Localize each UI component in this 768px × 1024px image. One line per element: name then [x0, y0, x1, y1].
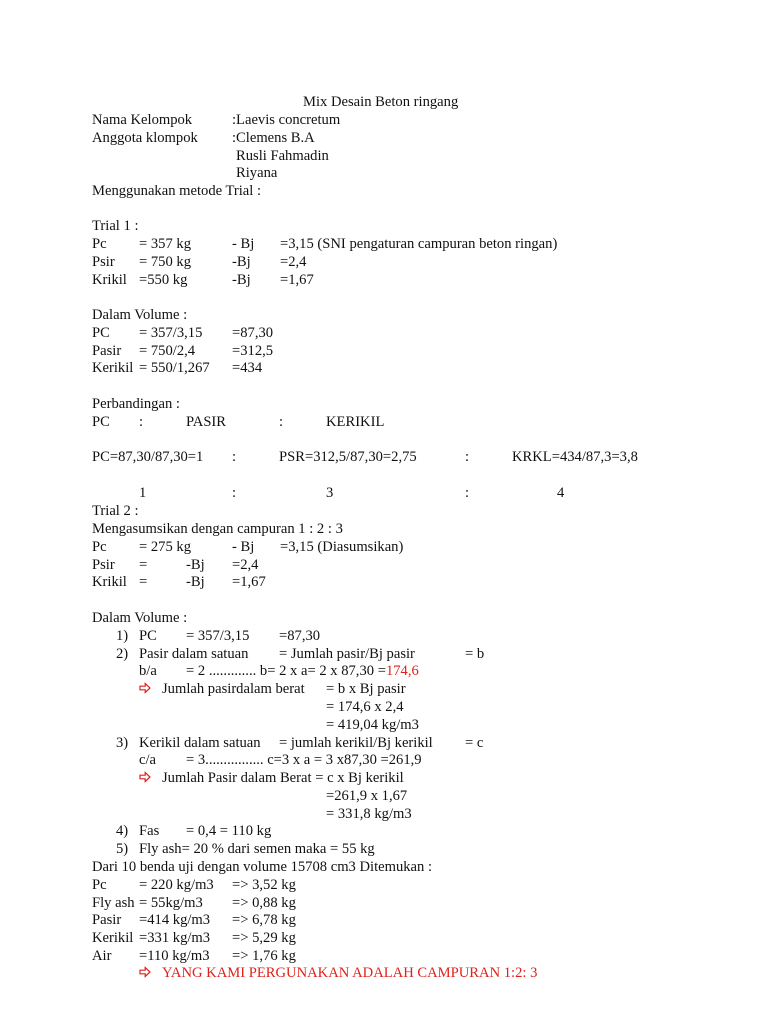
trial2-assume: Mengasumsikan dengan campuran 1 : 2 : 3 [92, 521, 343, 537]
volume-name: Pasir [92, 343, 122, 359]
result-name: Pasir [92, 912, 122, 928]
trial1-heading-line [0, 217, 768, 235]
material-name: Krikil [92, 272, 127, 288]
result-per-m3: =110 kg/m3 [139, 948, 210, 964]
step-label: Pasir dalam satuan [139, 646, 249, 662]
weight-label: Jumlah pasirdalam berat [162, 681, 305, 697]
perbandingan-heading-line [0, 395, 768, 413]
result-kg: => 6,78 kg [232, 912, 296, 928]
step-2-ratio [0, 662, 768, 680]
anggota-member: Rusli Fahmadin [236, 148, 329, 164]
ratio-label: b/a [139, 663, 157, 679]
result-name: Kerikil [92, 930, 134, 946]
weight-line: = 331,8 kg/m3 [326, 806, 412, 822]
found-line [0, 858, 768, 876]
material-bj: -Bj [186, 557, 205, 573]
weight-line: = 419,04 kg/m3 [326, 717, 419, 733]
ratio-separator: : [139, 414, 144, 430]
volume-expr: = 750/2,4 [139, 343, 196, 359]
step-label: Fas [139, 823, 160, 839]
arrow-right-icon [139, 682, 151, 694]
ratio-separator: : [465, 485, 470, 501]
result-kg: => 5,29 kg [232, 930, 296, 946]
step-text: = 0,4 = 110 kg [186, 823, 272, 839]
step-number: 2) [116, 646, 129, 662]
arrow-right-icon [139, 771, 151, 783]
metode-line [0, 182, 768, 200]
material-name: Pc [92, 236, 107, 252]
conclusion-line [0, 964, 768, 982]
material-bj: -Bj [232, 254, 251, 270]
perbandingan-calc-row [0, 448, 768, 466]
material-bj: -Bj [186, 574, 205, 590]
material-bj-value: =1,67 [280, 272, 314, 288]
material-bj-value: =1,67 [232, 574, 266, 590]
trial2-assume-line [0, 520, 768, 538]
material-qty: =550 kg [139, 272, 188, 288]
found-text: Dari 10 benda uji dengan volume 15708 cm3 Ditemukan : [92, 859, 433, 875]
result-kg: => 0,88 kg [232, 895, 296, 911]
trial1-heading: Trial 1 : [92, 218, 139, 234]
step-2-weight-cont [0, 716, 768, 734]
step-number: 4) [116, 823, 129, 839]
step-3-ratio [0, 751, 768, 769]
step-variable: = c [465, 735, 484, 751]
weight-line: =261,9 x 1,67 [326, 788, 408, 804]
material-qty: = 275 kg [139, 539, 192, 555]
material-bj-value: =2,4 [232, 557, 259, 573]
ratio-header-kerikil: KERIKIL [326, 414, 385, 430]
step-3-weight-cont [0, 787, 768, 805]
trial1-row [0, 253, 768, 271]
material-bj-value: =3,15 (SNI pengaturan campuran beton ringan) [280, 236, 558, 252]
perbandingan-ratio-row [0, 484, 768, 502]
material-bj: - Bj [232, 539, 255, 555]
trial1-row [0, 271, 768, 289]
result-name: Air [92, 948, 112, 964]
step-variable: = b [465, 646, 485, 662]
volume-row [0, 324, 768, 342]
result-row [0, 911, 768, 929]
kelompok-value: :Laevis concretum [232, 112, 341, 128]
material-name: Krikil [92, 574, 127, 590]
ratio-expression: = 3................ c=3 x a = 3 x87,30 =261,9 [186, 752, 422, 768]
ratio-separator: : [465, 449, 470, 465]
step-text: Fly ash= 20 % dari semen maka = 55 kg [139, 841, 375, 857]
ratio-text [186, 662, 419, 680]
step-number: 1) [116, 628, 129, 644]
material-name: Pc [92, 539, 107, 555]
ratio-expression: = 2 ............. b= 2 x a= 2 x 87,30 = [186, 663, 386, 679]
ratio-separator: : [279, 414, 284, 430]
volume-name: Kerikil [92, 360, 134, 376]
step-formula: = jumlah kerikil/Bj kerikil [279, 735, 433, 751]
arrow-right-icon [139, 769, 151, 787]
page-title: Mix Desain Beton ringang [303, 94, 459, 110]
result-per-m3: = 220 kg/m3 [139, 877, 214, 893]
step-formula: = Jumlah pasir/Bj pasir [279, 646, 415, 662]
conclusion-text: YANG KAMI PERGUNAKAN ADALAH CAMPURAN 1:2: 3 [162, 965, 538, 981]
ratio-separator: : [232, 449, 237, 465]
material-bj-value: =3,15 (Diasumsikan) [280, 539, 404, 555]
volume-name: PC [92, 325, 110, 341]
volume-value: =312,5 [232, 343, 274, 359]
material-name: Psir [92, 557, 115, 573]
ratio-value: 3 [326, 485, 334, 501]
material-bj: - Bj [232, 236, 255, 252]
anggota-label: Anggota klompok [92, 130, 198, 146]
step-4 [0, 822, 768, 840]
result-row [0, 947, 768, 965]
arrow-right-icon [139, 680, 151, 698]
material-qty: = 750 kg [139, 254, 192, 270]
volume-row [0, 359, 768, 377]
step-3-weight-cont [0, 805, 768, 823]
kelompok-label: Nama Kelompok [92, 112, 193, 128]
result-per-m3: =331 kg/m3 [139, 930, 211, 946]
trial2-row [0, 556, 768, 574]
step-3 [0, 734, 768, 752]
ratio-calc-pasir: PSR=312,5/87,30=2,75 [279, 449, 417, 465]
step-1 [0, 627, 768, 645]
result-name: Pc [92, 877, 107, 893]
result-row [0, 876, 768, 894]
trial1-row [0, 235, 768, 253]
result-name: Fly ash [92, 895, 135, 911]
material-qty: = [139, 557, 148, 573]
anggota-line [0, 129, 768, 147]
weight-line: = b x Bj pasir [326, 681, 406, 697]
ratio-calc-pc: PC=87,30/87,30=1 [92, 449, 204, 465]
step-2-weight [0, 680, 768, 698]
step-2 [0, 645, 768, 663]
step-value: =87,30 [279, 628, 321, 644]
volume-heading: Dalam Volume : [92, 610, 188, 626]
volume-expr: = 550/1,267 [139, 360, 210, 376]
material-qty: = 357 kg [139, 236, 192, 252]
result-kg: => 1,76 kg [232, 948, 296, 964]
metode-text: Menggunakan metode Trial : [92, 183, 262, 199]
result-per-m3: =414 kg/m3 [139, 912, 211, 928]
material-qty: = [139, 574, 148, 590]
anggota-member: :Clemens B.A [232, 130, 315, 146]
material-bj: -Bj [232, 272, 251, 288]
trial2-volume-heading-line [0, 609, 768, 627]
step-number: 3) [116, 735, 129, 751]
ratio-calc-kerikil: KRKL=434/87,3=3,8 [512, 449, 638, 465]
trial2-heading: Trial 2 : [92, 503, 139, 519]
trial2-heading-line [0, 502, 768, 520]
weight-label: Jumlah Pasir dalam Berat = c x Bj kerikil [162, 770, 404, 786]
step-number: 5) [116, 841, 129, 857]
ratio-header-pc: PC [92, 414, 110, 430]
result-per-m3: = 55kg/m3 [139, 895, 203, 911]
ratio-label: c/a [139, 752, 157, 768]
ratio-separator: : [232, 485, 237, 501]
perbandingan-header-row [0, 413, 768, 431]
anggota-line [0, 147, 768, 165]
arrow-right-icon [139, 964, 151, 982]
anggota-line [0, 164, 768, 182]
ratio-value: 4 [557, 485, 565, 501]
ratio-result-highlight: 174,6 [385, 663, 419, 679]
material-name: Psir [92, 254, 115, 270]
result-row [0, 894, 768, 912]
volume-value: =87,30 [232, 325, 274, 341]
volume-heading: Dalam Volume : [92, 307, 188, 323]
trial2-row [0, 573, 768, 591]
volume-value: =434 [232, 360, 263, 376]
volume-row [0, 342, 768, 360]
material-bj-value: =2,4 [280, 254, 307, 270]
arrow-right-icon [139, 966, 151, 978]
trial1-volume-heading-line [0, 306, 768, 324]
anggota-member: Riyana [236, 165, 278, 181]
weight-line: = 174,6 x 2,4 [326, 699, 404, 715]
result-row [0, 929, 768, 947]
step-5 [0, 840, 768, 858]
step-3-weight [0, 769, 768, 787]
ratio-header-pasir: PASIR [186, 414, 227, 430]
kelompok-line [0, 111, 768, 129]
step-expr: = 357/3,15 [186, 628, 250, 644]
volume-expr: = 357/3,15 [139, 325, 203, 341]
ratio-value: 1 [139, 485, 147, 501]
trial2-row [0, 538, 768, 556]
result-kg: => 3,52 kg [232, 877, 296, 893]
step-name: PC [139, 628, 157, 644]
step-2-weight-cont [0, 698, 768, 716]
title-line [0, 93, 768, 111]
step-label: Kerikil dalam satuan [139, 735, 261, 751]
perbandingan-heading: Perbandingan : [92, 396, 180, 412]
